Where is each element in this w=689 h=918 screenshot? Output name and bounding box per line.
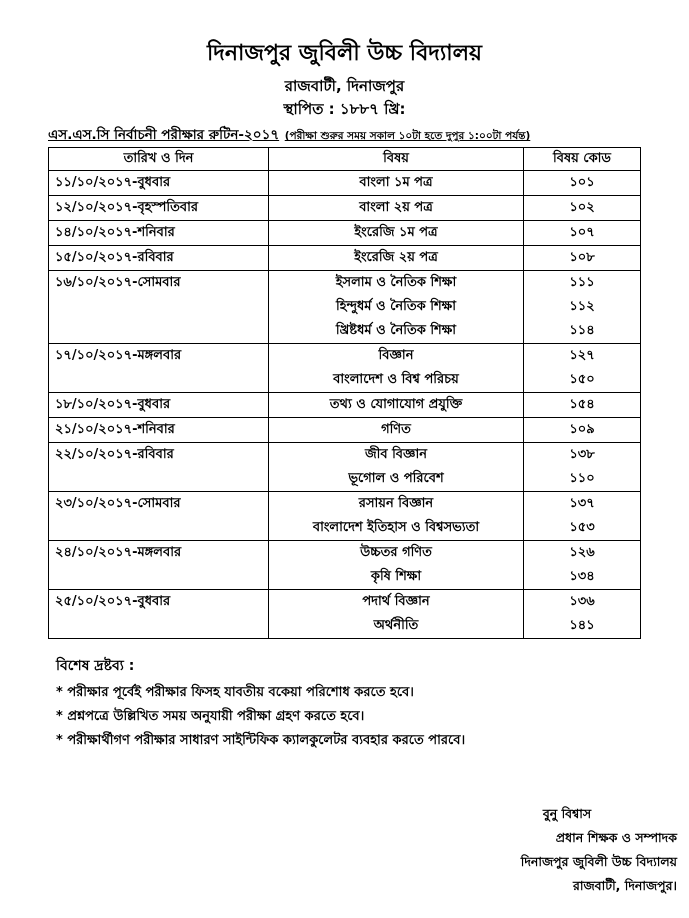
subject-code: ১৩৭ [569, 496, 595, 511]
subject-code: ১৩৮ [569, 447, 595, 462]
exam-date-text: ২২/১০/২০১৭-রবিবার [55, 447, 174, 462]
exam-date [49, 246, 269, 271]
subject-codes [524, 418, 641, 443]
exam-subjects [269, 271, 524, 344]
exam-date-text: ২৪/১০/২০১৭-মঙ্গলবার [55, 545, 182, 560]
exam-date-text: ১৫/১০/২০১৭-রবিবার [55, 250, 174, 265]
subject-codes [524, 221, 641, 246]
signatory-address: রাজবাটী, দিনাজপুর। [573, 878, 677, 893]
exam-date-text: ১৪/১০/২০১৭-শনিবার [55, 225, 175, 240]
note-item: * প্রশ্নপত্রে উল্লিখিত সময় অনুযায়ী পরীক্ষা গ্রহণ করতে হবে। [56, 709, 365, 724]
exam-date [49, 541, 269, 590]
notes-title: বিশেষ দ্রষ্টব্য : [56, 658, 135, 674]
subject-name: ইসলাম ও নৈতিক শিক্ষা [335, 275, 457, 290]
table-header-row [49, 148, 641, 171]
exam-date [49, 271, 269, 344]
table-row [49, 541, 641, 590]
subject-codes [524, 541, 641, 590]
exam-date-text: ১৬/১০/২০১৭-সোমবার [55, 275, 181, 290]
table-row [49, 171, 641, 196]
exam-subjects [269, 393, 524, 418]
table-row [49, 196, 641, 221]
subject-code: ১১০ [569, 471, 595, 486]
exam-subjects [269, 418, 524, 443]
exam-subjects [269, 196, 524, 221]
exam-routine-table [48, 147, 641, 639]
subject-code: ১০২ [569, 200, 595, 215]
subject-code: ১১১ [569, 275, 595, 290]
subject-name: ভূগোল ও পরিবেশ [348, 471, 444, 486]
exam-date-text: ১৮/১০/২০১৭-বুধবার [55, 397, 171, 412]
table-row [49, 443, 641, 492]
subject-code: ১০৮ [569, 250, 595, 265]
table-row [49, 492, 641, 541]
exam-subjects [269, 492, 524, 541]
exam-date [49, 171, 269, 196]
subject-code: ১৫৩ [569, 520, 595, 535]
exam-subjects [269, 344, 524, 393]
subject-codes [524, 196, 641, 221]
subject-code: ১৩৬ [569, 594, 595, 609]
subject-code: ১০৯ [569, 422, 595, 437]
subject-name: তথ্য ও যোগাযোগ প্রযুক্তি [329, 397, 463, 412]
subject-name: অর্থনীতি [373, 618, 419, 633]
column-header-date: তারিখ ও দিন [49, 148, 269, 171]
subject-name: জীব বিজ্ঞান [364, 447, 428, 462]
school-name: দিনাজপুর জুবিলী উচ্চ বিদ্যালয় [207, 41, 482, 66]
school-address: রাজবাটী, দিনাজপুর [284, 77, 405, 95]
subject-codes [524, 590, 641, 639]
subject-name: বিজ্ঞান [378, 348, 414, 363]
exam-date [49, 492, 269, 541]
exam-date-text: ১৭/১০/২০১৭-মঙ্গলবার [55, 348, 182, 363]
subject-name: বাংলা ২য় পত্র [359, 200, 433, 215]
exam-title: এস.এস.সি নির্বাচনী পরীক্ষার রুটিন-২০১৭ [48, 127, 280, 143]
subject-name: ইংরেজি ১ম পত্র [354, 225, 438, 240]
exam-date-text: ১১/১০/২০১৭-বুধবার [55, 175, 171, 190]
exam-subjects [269, 221, 524, 246]
subject-codes [524, 246, 641, 271]
subject-name: বাংলাদেশ ইতিহাস ও বিশ্বসভ্যতা [312, 520, 480, 535]
subject-code: ১৩৪ [569, 569, 595, 584]
established-year: স্থাপিত : ১৮৮৭ খ্রি: [283, 100, 406, 118]
subject-name: পদার্থ বিজ্ঞান [362, 594, 430, 609]
subject-name: ইংরেজি ২য় পত্র [354, 250, 438, 265]
table-row [49, 344, 641, 393]
subject-code: ১৪১ [569, 618, 595, 633]
exam-date [49, 196, 269, 221]
subject-code: ১৫০ [569, 372, 595, 387]
subject-name: রসায়ন বিজ্ঞান [358, 496, 434, 511]
subject-code: ১২৬ [569, 545, 595, 560]
signatory-designation: প্রধান শিক্ষক ও সম্পাদক [555, 830, 677, 845]
signatory-name: বুনু বিশ্বাস [542, 806, 592, 821]
subject-code: ১১৪ [569, 323, 595, 338]
exam-subjects [269, 541, 524, 590]
exam-subjects [269, 590, 524, 639]
special-notes [56, 655, 656, 753]
subject-name: হিন্দুধর্ম ও নৈতিক শিক্ষা [336, 299, 456, 314]
table-row [49, 271, 641, 344]
subject-code: ১৫৪ [569, 397, 595, 412]
subject-name: কৃষি শিক্ষা [370, 569, 422, 584]
subject-name: গণিত [381, 422, 411, 437]
exam-date [49, 221, 269, 246]
subject-name: খ্রিষ্টধর্ম ও নৈতিক শিক্ষা [335, 323, 457, 338]
subject-name: বাংলা ১ম পত্র [359, 175, 433, 190]
exam-date-text: ২১/১০/২০১৭-শনিবার [55, 422, 175, 437]
table-row [49, 393, 641, 418]
subject-codes [524, 492, 641, 541]
table-row [49, 590, 641, 639]
exam-date [49, 443, 269, 492]
subject-code: ১০১ [569, 175, 595, 190]
subject-name: উচ্চতর গণিত [360, 545, 432, 560]
exam-subjects [269, 246, 524, 271]
exam-date-text: ১২/১০/২০১৭-বৃহস্পতিবার [55, 200, 199, 215]
signatory-school: দিনাজপুর জুবিলী উচ্চ বিদ্যালয় [520, 854, 677, 869]
exam-heading [48, 125, 648, 145]
exam-subjects [269, 443, 524, 492]
subject-name: বাংলাদেশ ও বিশ্ব পরিচয় [333, 372, 459, 387]
exam-date-text: ২৫/১০/২০১৭-বুধবার [55, 594, 171, 609]
table-row [49, 221, 641, 246]
exam-subjects [269, 171, 524, 196]
subject-codes [524, 344, 641, 393]
exam-date [49, 590, 269, 639]
table-row [49, 418, 641, 443]
subject-code: ১০৭ [569, 225, 595, 240]
exam-time-note: (পরীক্ষা শুরুর সময় সকাল ১০টা হতে দুপুর ১:০০টা পর্যন্ত) [284, 130, 531, 142]
note-item: * পরীক্ষার পূর্বেই পরীক্ষার ফিসহ যাবতীয় বকেয়া পরিশোধ করতে হবে। [56, 685, 414, 700]
subject-code: ১২৭ [569, 348, 595, 363]
exam-date-text: ২৩/১০/২০১৭-সোমবার [55, 496, 181, 511]
note-item: * পরীক্ষার্থীগণ পরীক্ষার সাধারণ সাইন্টিফিক ক্যালকুলেটর ব্যবহার করতে পারবে। [56, 733, 466, 748]
signature-block [417, 802, 677, 898]
subject-codes [524, 443, 641, 492]
subject-codes [524, 393, 641, 418]
column-header-code: বিষয় কোড [524, 148, 641, 171]
exam-date [49, 393, 269, 418]
exam-date [49, 344, 269, 393]
column-header-subject: বিষয় [269, 148, 524, 171]
subject-code: ১১২ [569, 299, 595, 314]
subject-codes [524, 171, 641, 196]
subject-codes [524, 271, 641, 344]
exam-date [49, 418, 269, 443]
table-row [49, 246, 641, 271]
